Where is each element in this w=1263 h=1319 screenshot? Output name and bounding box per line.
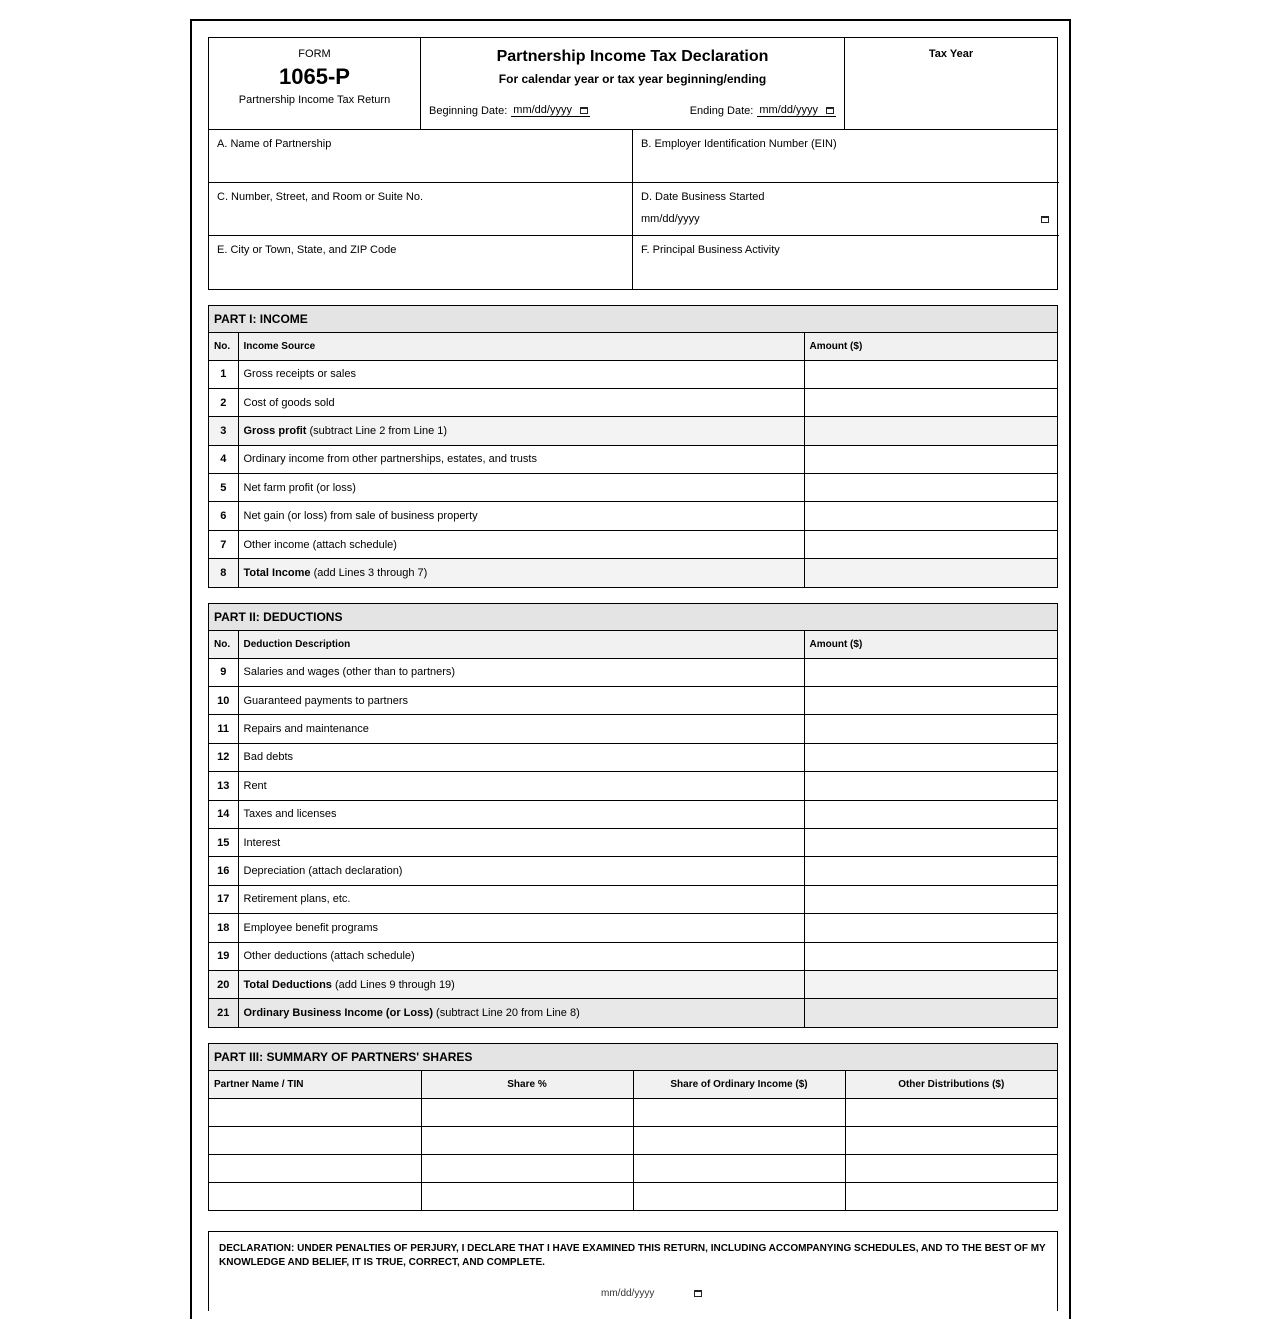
deduction-line-15 (209, 828, 1057, 856)
business-start-date-placeholder: mm/dd/yyyy (641, 213, 700, 225)
other-distributions-input[interactable] (845, 1126, 1057, 1154)
line-description (238, 999, 804, 1027)
amount-input[interactable] (804, 800, 1057, 828)
line-number: 4 (209, 445, 238, 473)
amount-input[interactable] (804, 885, 1057, 913)
amount-input[interactable] (804, 970, 1057, 998)
line-description-text: (subtract Line 20 from Line 8) (433, 1007, 580, 1020)
income-line-3 (209, 417, 1057, 445)
line-number: 20 (209, 970, 238, 998)
deduction-line-9 (209, 658, 1057, 686)
partners-header-row (209, 1071, 1057, 1098)
line-description-bold: Ordinary Business Income (or Loss) (243, 1007, 433, 1020)
line-number: 3 (209, 417, 238, 445)
part2-deductions-section (208, 603, 1058, 1028)
line-number: 5 (209, 474, 238, 502)
line-number: 18 (209, 914, 238, 942)
line-description-text: Bad debts (243, 751, 294, 764)
part2-title: PART II: DEDUCTIONS (209, 604, 1057, 631)
share-income-input[interactable] (633, 1126, 845, 1154)
amount-input[interactable] (804, 658, 1057, 686)
line-number: 11 (209, 715, 238, 743)
form-header (208, 37, 1058, 130)
line-description-text: Employee benefit programs (243, 921, 379, 934)
partnership-info-grid (208, 130, 1058, 290)
line-number: 9 (209, 658, 238, 686)
line-number: 13 (209, 772, 238, 800)
calendar-icon[interactable] (1041, 216, 1049, 223)
line-description (238, 743, 804, 771)
line-number: 12 (209, 743, 238, 771)
line-description (238, 800, 804, 828)
amount-input[interactable] (804, 828, 1057, 856)
amount-input[interactable] (804, 502, 1057, 530)
line-description-text: Other deductions (attach schedule) (243, 950, 415, 963)
partner-row (209, 1182, 1057, 1210)
form-number: 1065-P (279, 64, 350, 89)
title-box (421, 38, 845, 129)
line-description-text: (add Lines 3 through 7) (310, 567, 428, 580)
beginning-date-label: Beginning Date: (429, 104, 508, 117)
amount-input[interactable] (804, 715, 1057, 743)
amount-input[interactable] (804, 687, 1057, 715)
col-share-ordinary-income-header: Share of Ordinary Income ($) (633, 1071, 845, 1098)
share-percent-input[interactable] (421, 1098, 633, 1126)
share-percent-input[interactable] (421, 1154, 633, 1182)
part1-title: PART I: INCOME (209, 306, 1057, 333)
partner-name-input[interactable] (209, 1098, 421, 1126)
calendar-icon[interactable] (694, 1290, 702, 1297)
line-description-text: Other income (attach schedule) (243, 538, 397, 551)
partnership-name-label: A. Name of Partnership (217, 138, 332, 150)
tax-year-box[interactable] (845, 38, 1057, 129)
line-description (238, 885, 804, 913)
form-title: Partnership Income Tax Declaration (496, 48, 769, 65)
share-income-input[interactable] (633, 1182, 845, 1210)
form-period-subtitle: For calendar year or tax year beginning/ending (498, 72, 767, 86)
business-start-date-label: D. Date Business Started (641, 191, 765, 203)
line-description-text: Rent (243, 779, 267, 792)
line-number: 6 (209, 502, 238, 530)
line-description (238, 715, 804, 743)
city-state-zip-label: E. City or Town, State, and ZIP Code (217, 244, 397, 256)
part3-title: PART III: SUMMARY OF PARTNERS' SHARES (209, 1044, 1057, 1071)
line-description (238, 474, 804, 502)
col-amount-header: Amount ($) (804, 631, 1057, 658)
line-number: 14 (209, 800, 238, 828)
partner-name-input[interactable] (209, 1182, 421, 1210)
line-description-text: Gross receipts or sales (243, 368, 356, 381)
form-content (208, 37, 1058, 1311)
col-share-percent-header: Share % (421, 1071, 633, 1098)
line-description-text: Ordinary income from other partnerships, estates, and trusts (243, 453, 537, 466)
declaration-box (208, 1231, 1058, 1311)
other-distributions-input[interactable] (845, 1182, 1057, 1210)
line-description-text: Net farm profit (or loss) (243, 481, 356, 494)
line-number: 19 (209, 942, 238, 970)
amount-input[interactable] (804, 857, 1057, 885)
signature-date-placeholder: mm/dd/yyyy (601, 1288, 655, 1300)
partner-row (209, 1126, 1057, 1154)
line-description-text: Interest (243, 836, 281, 849)
business-activity-label: F. Principal Business Activity (641, 244, 780, 256)
other-distributions-input[interactable] (845, 1154, 1057, 1182)
deduction-line-13 (209, 772, 1057, 800)
period-dates (429, 104, 836, 117)
income-line-2 (209, 388, 1057, 416)
line-number: 2 (209, 388, 238, 416)
part1-income-section (208, 305, 1058, 588)
line-description (238, 857, 804, 885)
deductions-header-row (209, 631, 1057, 658)
line-description-text: Taxes and licenses (243, 808, 337, 821)
amount-input[interactable] (804, 417, 1057, 445)
line-description-text: Salaries and wages (other than to partners) (243, 666, 456, 679)
part3-partners-section (208, 1043, 1058, 1211)
line-description (238, 914, 804, 942)
line-description-text: Guaranteed payments to partners (243, 694, 408, 707)
ending-date-input[interactable] (757, 104, 836, 117)
col-income-source-header: Income Source (238, 333, 804, 360)
line-description (238, 772, 804, 800)
deduction-line-10 (209, 687, 1057, 715)
ending-date-field (690, 104, 836, 117)
amount-input[interactable] (804, 772, 1057, 800)
ein-field[interactable] (633, 130, 1059, 183)
share-income-input[interactable] (633, 1098, 845, 1126)
partner-row (209, 1098, 1057, 1126)
line-description-text: Retirement plans, etc. (243, 893, 351, 906)
amount-input[interactable] (804, 474, 1057, 502)
line-description-text: Repairs and maintenance (243, 723, 369, 736)
partners-table (209, 1071, 1057, 1210)
income-line-4 (209, 445, 1057, 473)
line-description-bold: Gross profit (243, 424, 307, 437)
amount-input[interactable] (804, 942, 1057, 970)
col-no-header: No. (209, 631, 238, 658)
line-description (238, 502, 804, 530)
amount-input[interactable] (804, 743, 1057, 771)
ending-date-placeholder: mm/dd/yyyy (759, 104, 818, 116)
line-number: 16 (209, 857, 238, 885)
line-description-text: Net gain (or loss) from sale of business property (243, 510, 478, 523)
line-description-text: Depreciation (attach declaration) (243, 865, 403, 878)
line-description-bold: Total Deductions (243, 978, 332, 991)
deduction-line-20 (209, 970, 1057, 998)
ein-label: B. Employer Identification Number (EIN) (641, 138, 837, 150)
tax-year-label: Tax Year (928, 48, 974, 60)
street-address-field[interactable] (209, 183, 633, 236)
col-other-distributions-header: Other Distributions ($) (845, 1071, 1057, 1098)
line-number: 15 (209, 828, 238, 856)
income-line-8 (209, 559, 1057, 587)
amount-input[interactable] (804, 388, 1057, 416)
line-description (238, 388, 804, 416)
line-description (238, 687, 804, 715)
income-header-row (209, 333, 1057, 360)
amount-input[interactable] (804, 914, 1057, 942)
line-description (238, 530, 804, 558)
col-no-header: No. (209, 333, 238, 360)
partner-name-input[interactable] (209, 1126, 421, 1154)
income-line-1 (209, 360, 1057, 388)
line-description-text: (add Lines 9 through 19) (331, 978, 455, 991)
beginning-date-field (429, 104, 590, 117)
line-number: 10 (209, 687, 238, 715)
beginning-date-input[interactable] (511, 104, 590, 117)
col-amount-header: Amount ($) (804, 333, 1057, 360)
deductions-table (209, 631, 1057, 1027)
beginning-date-placeholder: mm/dd/yyyy (513, 104, 572, 116)
partner-name-input[interactable] (209, 1154, 421, 1182)
calendar-icon[interactable] (826, 107, 834, 114)
street-address-label: C. Number, Street, and Room or Suite No. (217, 191, 424, 203)
calendar-icon[interactable] (580, 107, 588, 114)
line-description (238, 970, 804, 998)
signature-date-input[interactable] (601, 1288, 702, 1299)
income-line-6 (209, 502, 1057, 530)
deduction-line-11 (209, 715, 1057, 743)
line-number: 1 (209, 360, 238, 388)
line-number: 17 (209, 885, 238, 913)
share-percent-input[interactable] (421, 1182, 633, 1210)
income-line-5 (209, 474, 1057, 502)
form-subtitle: Partnership Income Tax Return (238, 94, 391, 106)
line-description-bold: Total Income (243, 567, 311, 580)
col-partner-name-header: Partner Name / TIN (209, 1071, 421, 1098)
deduction-line-14 (209, 800, 1057, 828)
share-income-input[interactable] (633, 1154, 845, 1182)
partnership-name-field[interactable] (209, 130, 633, 183)
line-description-text: Cost of goods sold (243, 396, 335, 409)
line-number: 8 (209, 559, 238, 587)
amount-input[interactable] (804, 530, 1057, 558)
partner-row (209, 1154, 1057, 1182)
other-distributions-input[interactable] (845, 1098, 1057, 1126)
deduction-line-12 (209, 743, 1057, 771)
amount-input[interactable] (804, 999, 1057, 1027)
deduction-line-17 (209, 885, 1057, 913)
declaration-text: DECLARATION: UNDER PENALTIES OF PERJURY, I DECLARE THAT I HAVE EXAMINED THIS RETURN, INCLUDING ACCOMPANYING SCHEDULES, AND TO THE BEST OF MY KNOWLEDGE AND BELIEF, IT IS TRUE, CORRECT, AND COMPLETE. (219, 1243, 1046, 1269)
line-number: 21 (209, 999, 238, 1027)
income-table (209, 333, 1057, 587)
ending-date-label: Ending Date: (689, 104, 754, 117)
line-description (238, 828, 804, 856)
line-description (238, 417, 804, 445)
city-state-zip-field[interactable] (209, 236, 633, 289)
deduction-line-21 (209, 999, 1057, 1027)
share-percent-input[interactable] (421, 1126, 633, 1154)
line-description (238, 658, 804, 686)
form-word: FORM (298, 48, 331, 60)
business-start-date-input[interactable] (641, 213, 1051, 225)
form-id-box (209, 38, 421, 129)
deduction-line-18 (209, 914, 1057, 942)
deduction-line-19 (209, 942, 1057, 970)
line-description (238, 942, 804, 970)
business-start-date-field (633, 183, 1059, 236)
amount-input[interactable] (804, 559, 1057, 587)
business-activity-field[interactable] (633, 236, 1059, 289)
line-description-text: (subtract Line 2 from Line 1) (306, 424, 448, 437)
deduction-line-16 (209, 857, 1057, 885)
amount-input[interactable] (804, 445, 1057, 473)
amount-input[interactable] (804, 360, 1057, 388)
line-description (238, 360, 804, 388)
col-deduction-description-header: Deduction Description (238, 631, 804, 658)
income-line-7 (209, 530, 1057, 558)
line-description (238, 559, 804, 587)
line-number: 7 (209, 530, 238, 558)
form-page (190, 19, 1071, 1319)
line-description (238, 445, 804, 473)
